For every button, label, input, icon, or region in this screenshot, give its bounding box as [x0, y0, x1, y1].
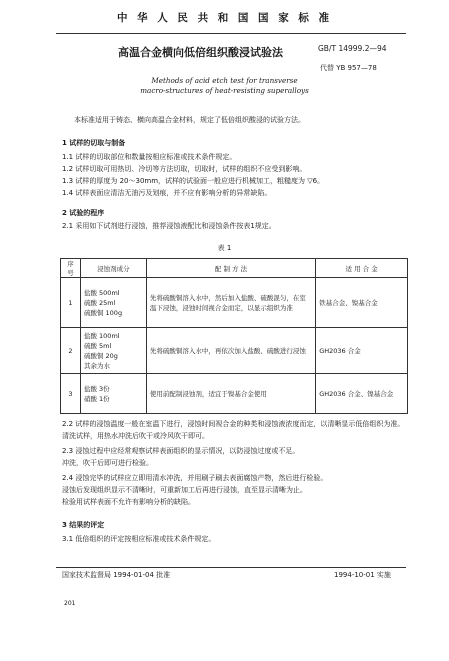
table-caption: 表 1 [217, 244, 232, 252]
clause-1-1: 1.1 试样的切取部位和数量按相应标准或技术条件规定。 [62, 153, 237, 161]
col-header-alloys: 适 用 合 金 [316, 259, 408, 278]
clause-2-4: 2.4 浸蚀完毕的试样应立即用清水冲洗，并用刷子刷去表面腐蚀产物，然后进行检验。 [62, 474, 328, 482]
composition-line: 硝酸 1份 [83, 394, 110, 403]
clause-2-2: 2.2 试样的浸蚀温度一般在室温下进行，浸蚀时间视合金的种类和浸蚀液浓度而定，以清晰显示低倍组织为准。 [62, 420, 405, 428]
alloys-cell: 铁基合金、镍基合金 [316, 278, 408, 328]
table-header-row [61, 259, 408, 278]
row-number: 3 [61, 374, 81, 414]
composition-line: 其余为水 [83, 361, 110, 370]
implementation-date: 1994-10-01 实施 [334, 571, 391, 579]
approval-date: 国家技术监督局 1994-01-04 批准 [62, 571, 171, 579]
method-cell: 先将硫酸铜溶入水中，再依次加入盐酸、硫酸进行浸蚀 [146, 328, 315, 374]
clause-2-3-cont: 冲洗，吹干后即可进行检验。 [62, 459, 153, 467]
clause-2-4-cont: 浸蚀后发现组织显示不清晰时，可重新加工后再进行浸蚀，直至显示清晰为止。 [62, 486, 307, 494]
composition-line: 盐酸 3份 [83, 384, 110, 393]
replaces-note: 代替 YB 957—78 [320, 64, 377, 72]
col-header-composition: 浸蚀剂成分 [80, 259, 146, 278]
clause-2-1: 2.1 采用如下试剂进行浸蚀，推荐浸蚀液配比和浸蚀条件按表1规定。 [62, 222, 276, 230]
section-3-heading: 3 结果的评定 [62, 521, 105, 529]
composition-line: 硫酸 5ml [83, 341, 112, 350]
clause-1-4: 1.4 试样表面应清洁无油污及划痕，并不应有影响分析的异常缺陷。 [62, 189, 272, 197]
standard-header: 中 华 人 民 共 和 国 国 家 标 准 [116, 12, 333, 24]
row-number: 1 [61, 278, 81, 328]
col-header-method: 配 制 方 法 [146, 259, 315, 278]
col-header-no: 序号 [61, 259, 81, 278]
english-title-line-2: macro-structures of heat-resisting superalloys [140, 86, 309, 95]
table-row [61, 328, 408, 374]
clause-1-2: 1.2 试样切取可用热切、冷切等方法切取，切取时，试样的组织不应受到影响。 [62, 165, 307, 173]
page-number: 201 [64, 600, 76, 607]
etchant-table [60, 258, 408, 414]
table-row [61, 278, 408, 328]
composition-line: 硫酸铜 100g [83, 308, 123, 317]
composition-line: 硫酸 25ml [83, 298, 116, 307]
composition-line: 硫酸铜 20g [83, 351, 118, 360]
method-cell: 使用前配制浸蚀剂，适宜于镍基合金使用 [146, 374, 315, 414]
composition-cell [80, 278, 146, 328]
clause-2-3: 2.3 浸蚀过程中应经常观察试样表面组织的显示情况，以防浸蚀过度或不足。 [62, 447, 300, 455]
standard-number: GB/T 14999.2—94 [318, 44, 387, 53]
clause-1-3: 1.3 试样的厚度为 20～30mm，试样的试验面一般应进行机械加工，粗糙度为 ▽6。 [62, 177, 325, 185]
composition-cell [80, 328, 146, 374]
section-1-heading: 1 试样的切取与制备 [62, 139, 126, 147]
composition-line: 盐酸 500ml [83, 288, 120, 297]
clause-2-2-cont: 清洗试样，用热水冲洗后吹干或冷风吹干即可。 [62, 432, 209, 440]
method-cell: 先将硫酸铜溶入水中，然后加入盐酸、硫酸混匀，在室温下浸蚀，浸蚀时间视合金而定，以显示组织为准 [146, 278, 315, 328]
composition-cell [80, 374, 146, 414]
document-title: 高温合金横向低倍组织酸浸试验法 [118, 46, 283, 59]
composition-line: 盐酸 100ml [83, 331, 120, 340]
table-row [61, 374, 408, 414]
section-2-heading: 2 试验的程序 [62, 209, 105, 217]
clause-2-4-cont2: 检验用试样表面不允许有影响分析的缺陷。 [62, 498, 195, 506]
alloys-cell: GH2036 合金、镍基合金 [316, 374, 408, 414]
alloys-cell: GH2036 合金 [316, 328, 408, 374]
clause-3-1: 3.1 低倍组织的评定按相应标准或技术条件规定。 [62, 535, 216, 543]
header-rule [56, 33, 406, 34]
intro-paragraph: 本标准适用于铸态、横向高温合金材料，规定了低倍组织酸浸的试验方法。 [74, 116, 305, 124]
footer-rule [56, 567, 406, 568]
row-number: 2 [61, 328, 81, 374]
english-title-line-1: Methods of acid etch test for transverse [151, 76, 298, 85]
